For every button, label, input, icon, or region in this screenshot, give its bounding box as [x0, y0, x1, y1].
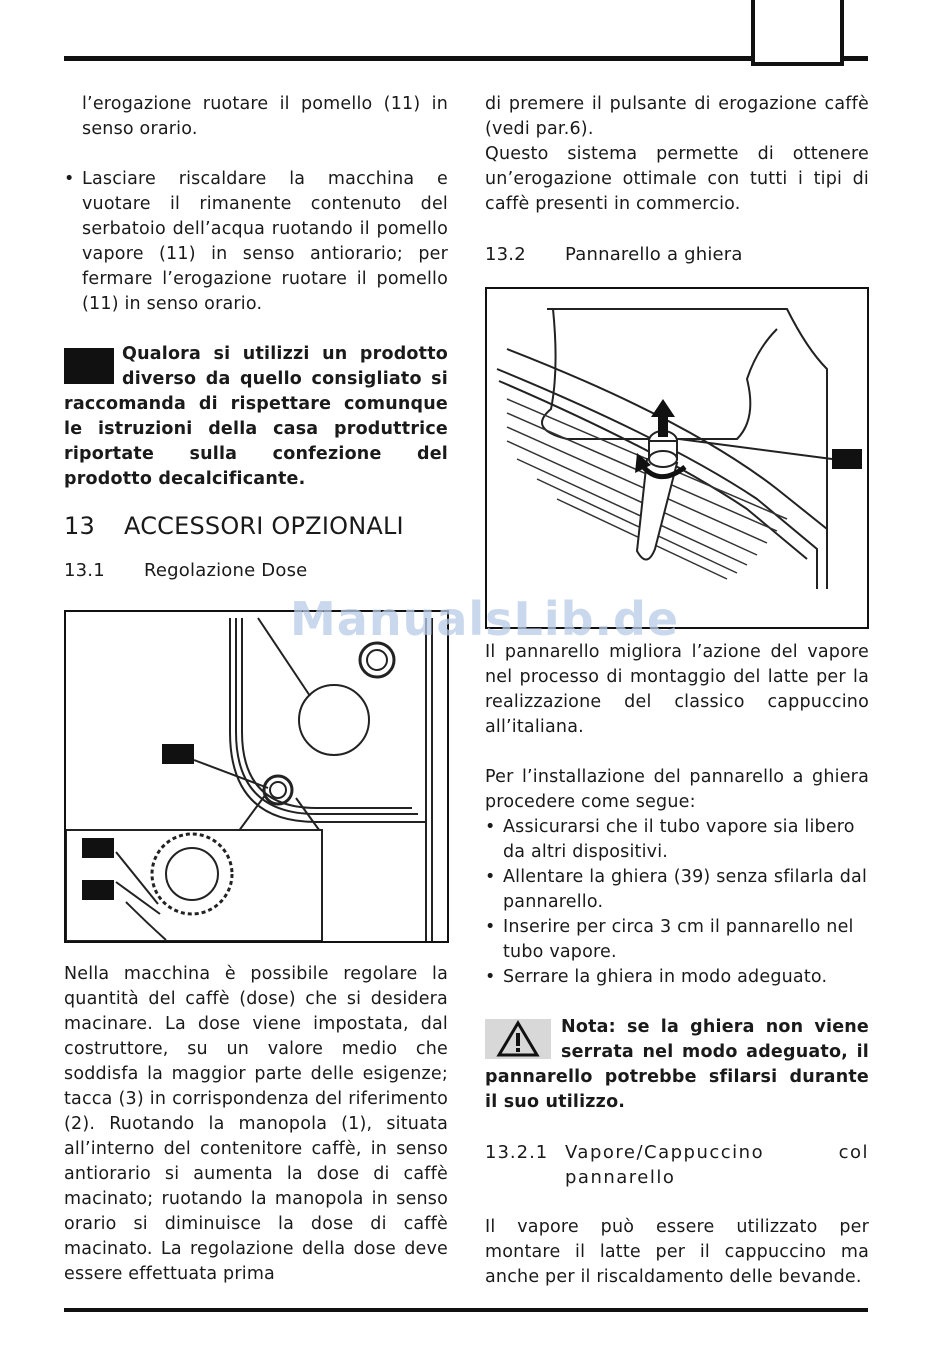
subsection-title: Regolazione Dose [144, 560, 308, 581]
right-paragraph-5: Il vapore può essere utilizzato per montare il latte per il cappuccino ma anche per il riscaldamento delle bevande. [485, 1217, 869, 1287]
note-text: Qualora si utilizzi un prodotto diverso da quello consigliato si raccomanda di rispettare comunque le istruzioni della casa produttrice riportate sulla confezione del prodotto decalcificante. [64, 344, 448, 489]
section-heading [64, 511, 448, 541]
dose-knob-illustration [66, 612, 447, 941]
dose-adjustment-figure [64, 610, 449, 943]
subsubsection-title: Vapore/Cappuccino col pannarello [565, 1142, 869, 1188]
install-step-2: • Allentare la ghiera (39) senza sfilarla dal pannarello. [485, 865, 869, 915]
left-column [64, 92, 448, 583]
page-number-tab [751, 0, 844, 66]
section-title: ACCESSORI OPZIONALI [124, 512, 404, 540]
bottom-rule [64, 1308, 868, 1312]
warning-block [485, 1015, 869, 1115]
subsection-heading [64, 558, 448, 583]
subsubsection-heading [485, 1140, 869, 1190]
right-paragraph-1: di premere il pulsante di erogazione caffè (vedi par.6). [485, 94, 869, 139]
warning-text: Nota: se la ghiera non viene serrata nel modo adeguato, il pannarello potrebbe sfilarsi durante il suo utilizzo. [485, 1017, 869, 1112]
pannarello-figure [485, 287, 869, 629]
watermark: ManualsLib.de [290, 592, 680, 646]
subsection-number: 13.1 [64, 560, 105, 581]
left-body-text: Nella macchina è possibile regolare la quantità del caffè (dose) che si desidera macinare. La dose viene impostata, dal costruttore, su un valore medio che soddisfa la maggior parte delle esigenze; tacca (3) in corrispondenza del riferimento (2). Ruotando la manopola (1), situata all’interno del contenitore caffè, in senso antiorario si aumenta la dose di caffè macinato; ruotando la manopola in senso orario si diminuisce la dose di caffè macinato. La regolazione della dose deve essere effettuata prima [64, 964, 448, 1284]
subsection-title-2: Pannarello a ghiera [565, 244, 743, 265]
install-step-1: • Assicurarsi che il tubo vapore sia libero da altri dispositivi. [485, 815, 869, 865]
right-column-lower [485, 640, 869, 1290]
right-paragraph-2: Questo sistema permette di ottenere un’erogazione ottimale con tutti i tipi di caffè presenti in commercio. [485, 144, 869, 214]
install-step-3: • Inserire per circa 3 cm il pannarello nel tubo vapore. [485, 915, 869, 965]
subsection-heading-2 [485, 242, 869, 267]
pannarello-illustration [487, 289, 867, 627]
right-column [485, 92, 869, 267]
right-paragraph-3: Il pannarello migliora l’azione del vapore nel processo di montaggio del latte per la realizzazione del classico cappuccino all’italiana. [485, 642, 869, 737]
left-paragraph-1: l’erogazione ruotare il pomello (11) in senso orario. [82, 94, 448, 139]
note-marker [64, 348, 114, 384]
section-number: 13 [64, 512, 95, 540]
install-step-4: • Serrare la ghiera in modo adeguato. [485, 965, 869, 990]
subsubsection-number: 13.2.1 [485, 1142, 549, 1163]
top-rule [64, 56, 868, 61]
warning-triangle-icon [485, 1019, 551, 1059]
subsection-number-2: 13.2 [485, 244, 526, 265]
right-paragraph-4: Per l’installazione del pannarello a ghiera procedere come segue: [485, 767, 869, 812]
note-block [64, 342, 448, 492]
left-bullet-1: • Lasciare riscaldare la macchina e vuotare il rimanente contenuto del serbatoio dell’acqua ruotando il pomello vapore (11) in senso antiorario; per fermare l’erogazione ruotare il pomello (11) in senso orario. [64, 167, 448, 317]
